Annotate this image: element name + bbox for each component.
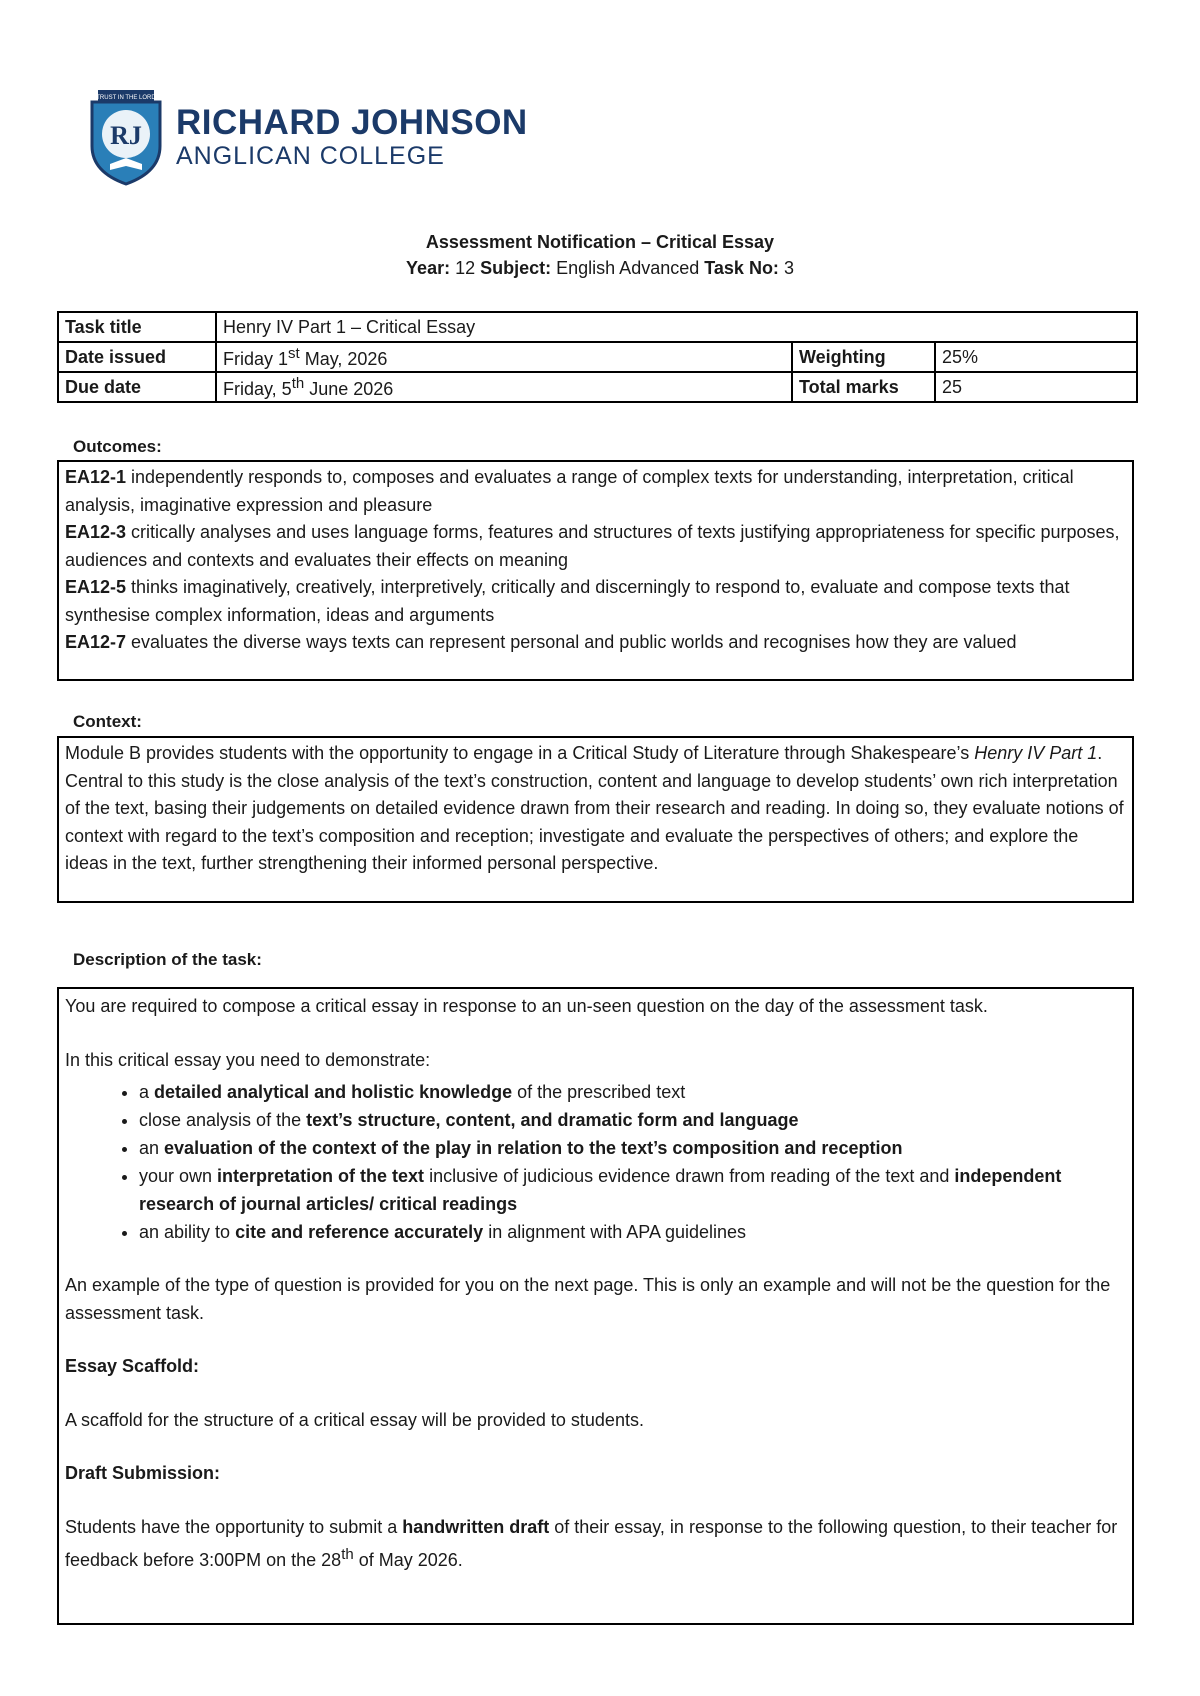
page-title: Assessment Notification – Critical Essay — [425, 232, 775, 252]
school-logo — [88, 88, 528, 186]
list-item-text: an ability to — [139, 1222, 236, 1242]
draft-date-suffix: th — [341, 1546, 354, 1563]
outcome-item — [65, 574, 1126, 629]
description-demonstrate: In this critical essay you need to demonstrate: — [65, 1049, 431, 1070]
year-label: Year: — [406, 258, 451, 278]
school-name: RICHARD JOHNSON — [176, 103, 528, 142]
context-text-rest: . Central to this study is the close analysis of the text’s construction, content and language to develop students’ own rich interpretation of the text, basing their judgements on detailed evidence drawn from their research and reading. In doing so, they evaluate notions of context with regard to the text’s composition and reception; investigate and evaluate the perspectives of others; and explore the ideas in the text, further strengthening their informed personal perspective. — [65, 743, 1124, 873]
outcome-item — [65, 519, 1126, 574]
list-item — [139, 1134, 1126, 1162]
draft-text-bold: handwritten draft — [402, 1516, 550, 1537]
total-marks-value: 25 — [935, 372, 1137, 402]
list-item-bold: evaluation of the context of the play in relation to the text’s composition and reception — [164, 1138, 903, 1158]
outcome-text: thinks imaginatively, creatively, interpretively, critically and discerningly to respond to, evaluate and compose texts that synthesise complex information, ideas and arguments — [65, 577, 1070, 625]
requirements-list — [65, 1078, 1126, 1246]
weighting-label: Weighting — [792, 342, 935, 372]
description-heading: Description of the task: — [73, 950, 262, 969]
description-intro: You are required to compose a critical essay in response to an un-seen question on the day of the assessment task. — [65, 996, 988, 1016]
scaffold-text: A scaffold for the structure of a critical essay will be provided to students. — [65, 1409, 644, 1430]
weighting-value: 25% — [935, 342, 1137, 372]
list-item-text-rest: in alignment with APA guidelines — [483, 1222, 747, 1242]
draft-heading: Draft Submission: — [65, 1463, 221, 1483]
task-info-table — [57, 311, 1138, 403]
subject-label: Subject: — [480, 258, 552, 278]
crest-motto: TRUST IN THE LORD — [96, 95, 156, 101]
outcome-code: EA12-7 — [65, 632, 127, 652]
outcome-code: EA12-1 — [65, 467, 127, 487]
due-date-text-rest: June 2026 — [304, 378, 394, 399]
draft-text — [65, 1514, 1126, 1575]
outcome-code: EA12-3 — [65, 522, 127, 542]
task-number-value: 3 — [778, 258, 794, 278]
subject-value: English Advanced — [551, 258, 705, 278]
context-text: Module B provides students with the opportunity to engage in a Critical Study of Literature through Shakespeare’s — [65, 743, 975, 763]
list-item-bold: interpretation of the text — [217, 1166, 425, 1186]
list-item-bold: text’s structure, content, and dramatic form and language — [306, 1110, 799, 1130]
draft-text-end: of May 2026. — [353, 1550, 463, 1570]
example-note: An example of the type of question is provided for you on the next page. This is only an example and will not be the question for the assessment task. — [65, 1275, 1111, 1323]
due-date-suffix: th — [291, 374, 305, 392]
list-item-bold: cite and reference accurately — [235, 1222, 484, 1242]
list-item — [139, 1078, 1126, 1106]
date-issued-value — [216, 342, 792, 372]
outcomes-heading: Outcomes: — [73, 437, 162, 456]
context-text-title: Henry IV Part 1 — [974, 743, 1098, 763]
draft-text-mid: of their essay, in response to the following question, to their teacher for feedback before 3:00PM on the 28 — [65, 1516, 1118, 1570]
crest-monogram: RJ — [110, 121, 142, 150]
list-item-text: your own — [139, 1166, 218, 1186]
context-box — [57, 736, 1134, 903]
due-date-value — [216, 372, 792, 402]
list-item-text: an — [139, 1138, 165, 1158]
list-item-bold-2: independent research of journal articles/ critical readings — [139, 1166, 1062, 1214]
list-item-text-rest: inclusive of judicious evidence drawn from reading of the text and — [424, 1166, 955, 1186]
list-item — [139, 1218, 1126, 1246]
task-number-label: Task No: — [704, 258, 779, 278]
scaffold-heading: Essay Scaffold: — [65, 1356, 200, 1376]
outcome-text: evaluates the diverse ways texts can represent personal and public worlds and recognises how they are valued — [126, 632, 1017, 652]
date-issued-text: Friday 1 — [223, 348, 289, 369]
year-value: 12 — [450, 258, 481, 278]
outcome-item — [65, 464, 1126, 519]
table-row — [58, 342, 1137, 372]
task-title-label: Task title — [58, 312, 216, 342]
outcome-code: EA12-5 — [65, 577, 127, 597]
table-row — [58, 372, 1137, 402]
list-item — [139, 1106, 1126, 1134]
due-date-text: Friday, 5 — [223, 378, 292, 399]
description-box — [57, 987, 1134, 1625]
outcome-item — [65, 629, 1126, 657]
date-issued-label: Date issued — [58, 342, 216, 372]
school-subname: ANGLICAN COLLEGE — [176, 142, 445, 170]
list-item-text-rest: of the prescribed text — [512, 1082, 686, 1102]
date-issued-suffix: st — [288, 344, 300, 362]
task-summary-line — [0, 258, 1200, 279]
due-date-label: Due date — [58, 372, 216, 402]
draft-text-start: Students have the opportunity to submit a — [65, 1516, 403, 1537]
list-item-bold: detailed analytical and holistic knowledge — [154, 1082, 513, 1102]
outcome-text: critically analyses and uses language forms, features and structures of texts justifying appropriateness for specific purposes, audiences and contexts and evaluates their effects on meaning — [65, 522, 1120, 570]
context-heading: Context: — [73, 712, 142, 731]
total-marks-label: Total marks — [792, 372, 935, 402]
list-item-text: a — [139, 1082, 155, 1102]
school-crest-icon — [88, 88, 164, 186]
date-issued-text-rest: May, 2026 — [299, 348, 388, 369]
list-item — [139, 1162, 1126, 1218]
task-title-value: Henry IV Part 1 – Critical Essay — [216, 312, 1137, 342]
outcomes-box — [57, 460, 1134, 681]
outcome-text: independently responds to, composes and evaluates a range of complex texts for understanding, interpretation, critical analysis, imaginative expression and pleasure — [65, 467, 1074, 515]
list-item-text: close analysis of the — [139, 1110, 307, 1130]
table-row — [58, 312, 1137, 342]
